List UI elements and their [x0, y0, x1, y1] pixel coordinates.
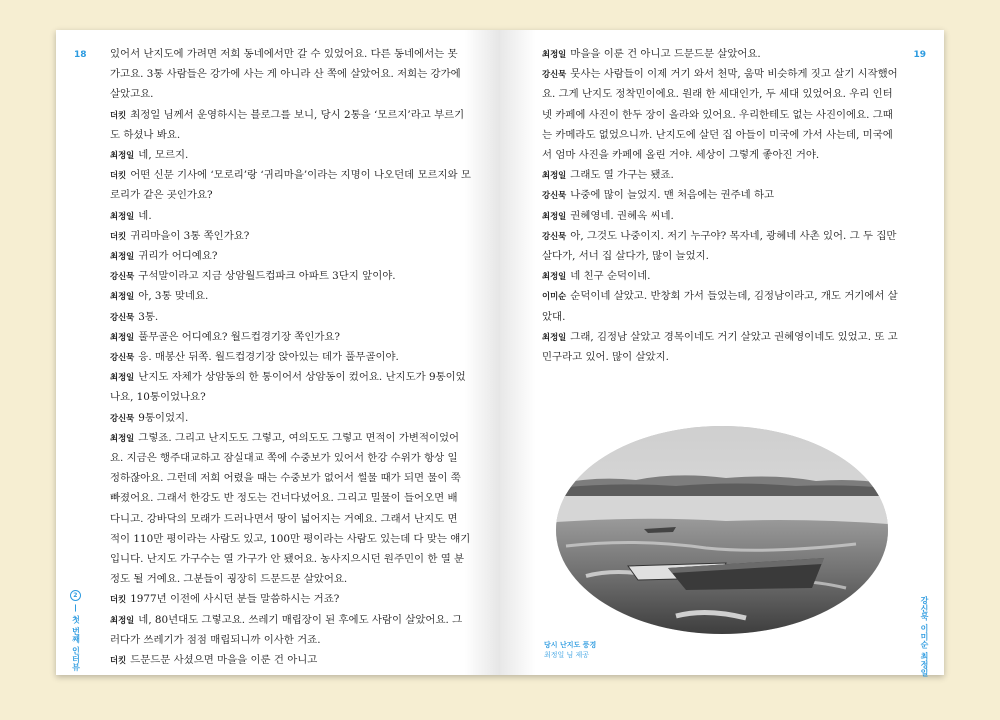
left-side-label-text: — 첫 번째 인터뷰	[71, 604, 81, 672]
speaker-name: 더킷	[110, 594, 127, 605]
line-text: 정하잖아요. 그런데 저희 어렸을 때는 수중보가 없어서 썰물 때가 되면 물이 쭉	[110, 472, 461, 485]
line-text: 았대.	[542, 310, 566, 323]
text-line	[110, 488, 472, 508]
text-line	[542, 64, 898, 84]
text-line	[110, 206, 472, 226]
text-line	[110, 408, 472, 428]
text-line	[110, 630, 472, 650]
speaker-name: 최정일	[110, 432, 135, 443]
line-text: 살다가, 서너 집 살다가, 많이 늘었지.	[542, 250, 709, 263]
text-line	[110, 226, 472, 246]
text-line	[542, 105, 893, 125]
line-text: 네, 모르지.	[138, 149, 189, 162]
speaker-name: 강신묵	[110, 412, 135, 423]
speaker-name: 최정일	[110, 210, 135, 221]
text-line	[542, 185, 888, 205]
line-text: 민구라고 있어. 많이 살았지.	[542, 351, 669, 364]
text-line	[110, 347, 472, 367]
right-side-label: 강신묵 이미순 최정일	[920, 596, 929, 677]
text-line	[542, 286, 898, 306]
text-line	[542, 307, 888, 327]
line-text: 러다가 쓰레기가 점점 매립되니까 이사한 거죠.	[110, 633, 321, 646]
text-line	[542, 266, 888, 286]
text-line	[110, 387, 472, 407]
line-text: 그렇죠. 그리고 난지도도 그렇고, 여의도도 그렇고 면적이 가변적이었어	[138, 431, 460, 444]
text-line	[110, 529, 472, 549]
line-text: 네.	[138, 209, 152, 222]
speaker-name: 최정일	[542, 271, 567, 282]
caption-credit: 최정일 님 제공	[544, 651, 590, 659]
text-line	[110, 509, 472, 529]
line-text: 최정일 님께서 운영하시는 블로그를 보니, 당시 2통을 ‘모르지’라고 부르기	[130, 108, 465, 121]
line-text: 순덕이네 살았고. 반창회 가서 들었는데, 김정남이라고, 개도 거기에서 살	[570, 290, 898, 303]
speaker-name: 더킷	[110, 109, 127, 120]
line-text: 아, 그것도 나중이지. 저기 누구야? 목자네, 광혜네 사촌 있어. 그 두 집만	[570, 229, 897, 242]
text-line	[110, 145, 472, 165]
text-line	[110, 468, 472, 488]
line-text: 귀리가 어디예요?	[138, 250, 218, 263]
speaker-name: 최정일	[110, 291, 135, 302]
text-line	[110, 367, 472, 387]
speaker-name: 더킷	[110, 655, 127, 666]
text-line	[110, 185, 472, 205]
text-line	[110, 549, 472, 569]
left-page-text	[110, 44, 472, 670]
speaker-name: 더킷	[110, 170, 127, 181]
text-line	[542, 206, 888, 226]
speaker-name: 강신묵	[542, 69, 567, 80]
line-text: 네, 80년대도 그렇고요. 쓰레기 매립장이 된 후에도 사람이 살았어요. 그	[138, 613, 463, 626]
speaker-name: 강신묵	[542, 190, 567, 201]
line-text: 그래, 김정남 살았고 경목이네도 거기 살았고 권혜영이네도 있었고. 또 고	[570, 330, 898, 343]
speaker-name: 최정일	[110, 331, 135, 342]
line-text: 드문드문 사셨으면 마을을 이룬 건 아니고	[130, 654, 318, 667]
line-text: 도 하셨나 봐요.	[110, 128, 181, 141]
line-text: 다니고. 강바닥의 모래가 드러나면서 땅이 넓어지는 거예요. 그래서 난지도 면	[110, 512, 458, 525]
speaker-name: 최정일	[110, 372, 135, 383]
speaker-name: 강신묵	[542, 230, 567, 241]
line-text: 응. 매봉산 뒤쪽. 월드컵경기장 앉아있는 데가 풀무골이야.	[138, 351, 399, 364]
photo-illustration	[556, 426, 888, 634]
speaker-name: 강신묵	[110, 352, 135, 363]
text-line	[110, 165, 472, 185]
line-text: 그래도 열 가구는 됐죠.	[570, 169, 674, 182]
line-text: 9통이었지.	[138, 411, 189, 424]
line-text: 마을을 이룬 건 아니고 드문드문 살았어요.	[570, 48, 761, 60]
speaker-name: 이미순	[542, 291, 567, 302]
speaker-name: 최정일	[110, 614, 135, 625]
speaker-name: 최정일	[542, 170, 567, 181]
right-page	[500, 30, 944, 675]
line-text: 뭇사는 사람들이 이제 거기 와서 천막, 움막 비슷하게 짓고 살기 시작했어	[570, 68, 898, 81]
text-line	[542, 145, 888, 165]
line-text: 정도 될 거예요. 그분들이 굉장히 드문드문 살았어요.	[110, 573, 348, 586]
chapter-mark: 2	[70, 590, 81, 601]
text-line	[542, 165, 888, 185]
left-page	[56, 30, 500, 675]
line-text: 풀무골은 어디예요? 월드컵경기장 쪽인가요?	[138, 330, 341, 343]
line-text: 적이 110만 평이라는 사람도 있고, 100만 평이라는 사람도 있는데 다 맞는 얘기	[110, 532, 471, 545]
line-text: 네 친구 순덕이네.	[570, 270, 651, 283]
text-line	[110, 428, 472, 448]
line-text: 나요, 10통이었나요?	[110, 391, 206, 404]
text-line	[542, 226, 897, 246]
text-line	[110, 44, 472, 64]
text-line	[542, 327, 898, 347]
text-line	[542, 246, 888, 266]
speaker-name: 더킷	[110, 230, 127, 241]
line-text: 1977년 이전에 사시던 분들 말씀하시는 거죠?	[130, 593, 340, 606]
photo-caption	[544, 640, 596, 660]
line-text: 아, 3통 맞네요.	[138, 290, 209, 303]
line-text: 있어서 난지도에 가려면 저희 동네에서만 갈 수 있었어요. 다른 동네에서는 못	[110, 48, 458, 60]
right-page-number: 19	[913, 50, 926, 60]
line-text: 귀리마을이 3통 쪽인가요?	[130, 229, 250, 242]
text-line	[542, 347, 888, 367]
speaker-name: 강신묵	[110, 271, 135, 282]
line-text: 빠졌어요. 그래서 한강도 반 정도는 건너다녔어요. 그리고 밀물이 들어오면 배	[110, 492, 458, 505]
line-text: 요. 지금은 행주대교하고 잠실대교 쪽에 수중보가 있어서 한강 수위가 항상 일	[110, 452, 458, 465]
text-line	[110, 569, 472, 589]
text-line	[110, 266, 472, 286]
text-line	[542, 84, 893, 104]
text-line	[110, 286, 472, 306]
left-side-label	[70, 590, 82, 671]
text-line	[110, 589, 472, 609]
line-text: 입니다. 난지도 가구수는 열 가구가 안 됐어요. 농사지으시던 원주민이 한 열 분	[110, 553, 465, 566]
riverbank-boats-photo	[556, 426, 888, 634]
text-line	[110, 327, 472, 347]
speaker-name: 최정일	[542, 331, 567, 342]
text-line	[110, 307, 472, 327]
speaker-name: 최정일	[110, 150, 135, 161]
line-text: 는 카메라도 없었으니까. 난지도에 살던 집 아들이 미국에 가서 사는데, 미국에	[542, 128, 893, 141]
line-text: 구석말이라고 지금 상암월드컵파크 아파트 3단지 앞이야.	[138, 270, 396, 283]
text-line	[110, 610, 472, 630]
text-line	[110, 448, 472, 468]
line-text: 난지도 자체가 상암동의 한 통이어서 상암동이 컸어요. 난지도가 9통이었	[138, 371, 466, 384]
line-text: 권혜영네. 권혜옥 씨네.	[570, 209, 674, 222]
text-line	[110, 246, 472, 266]
speaker-name: 최정일	[542, 49, 567, 59]
text-line	[110, 84, 472, 104]
speaker-name: 최정일	[110, 251, 135, 262]
text-line	[542, 44, 888, 64]
book-spread	[56, 30, 944, 675]
line-text: 3통.	[138, 310, 159, 323]
speaker-name: 최정일	[542, 210, 567, 221]
text-line	[542, 125, 893, 145]
line-text: 로리가 같은 곳인가요?	[110, 189, 213, 202]
line-text: 넷 카페에 사진이 한두 장이 올라와 있어요. 우리한테도 없는 사진이에요. 그때	[542, 108, 893, 121]
line-text: 요. 그게 난지도 정착민이에요. 원래 한 세대인가, 두 세대 있었어요. 우리 인터	[542, 88, 893, 101]
text-line	[110, 64, 472, 84]
text-line	[110, 125, 472, 145]
right-page-text	[542, 44, 898, 367]
speaker-name: 강신묵	[110, 311, 135, 322]
line-text: 서 엄마 사진을 카페에 올린 거야. 세상이 그렇게 좋아진 거야.	[542, 149, 820, 162]
line-text: 나중에 많이 늘었지. 맨 처음에는 권주네 하고	[570, 189, 775, 202]
line-text: 살았고요.	[110, 88, 154, 101]
line-text: 가고요. 3통 사람들은 강가에 사는 게 아니라 산 쪽에 살았어요. 저희는 강가에	[110, 68, 461, 81]
left-page-number: 18	[74, 50, 87, 60]
line-text: 어떤 신문 기사에 ‘모로리’랑 ‘귀리마을’이라는 지명이 나오던데 모르지와 모	[130, 169, 471, 182]
text-line	[110, 105, 472, 125]
caption-title: 당시 난지도 풍경	[544, 641, 597, 649]
text-line	[110, 650, 472, 670]
